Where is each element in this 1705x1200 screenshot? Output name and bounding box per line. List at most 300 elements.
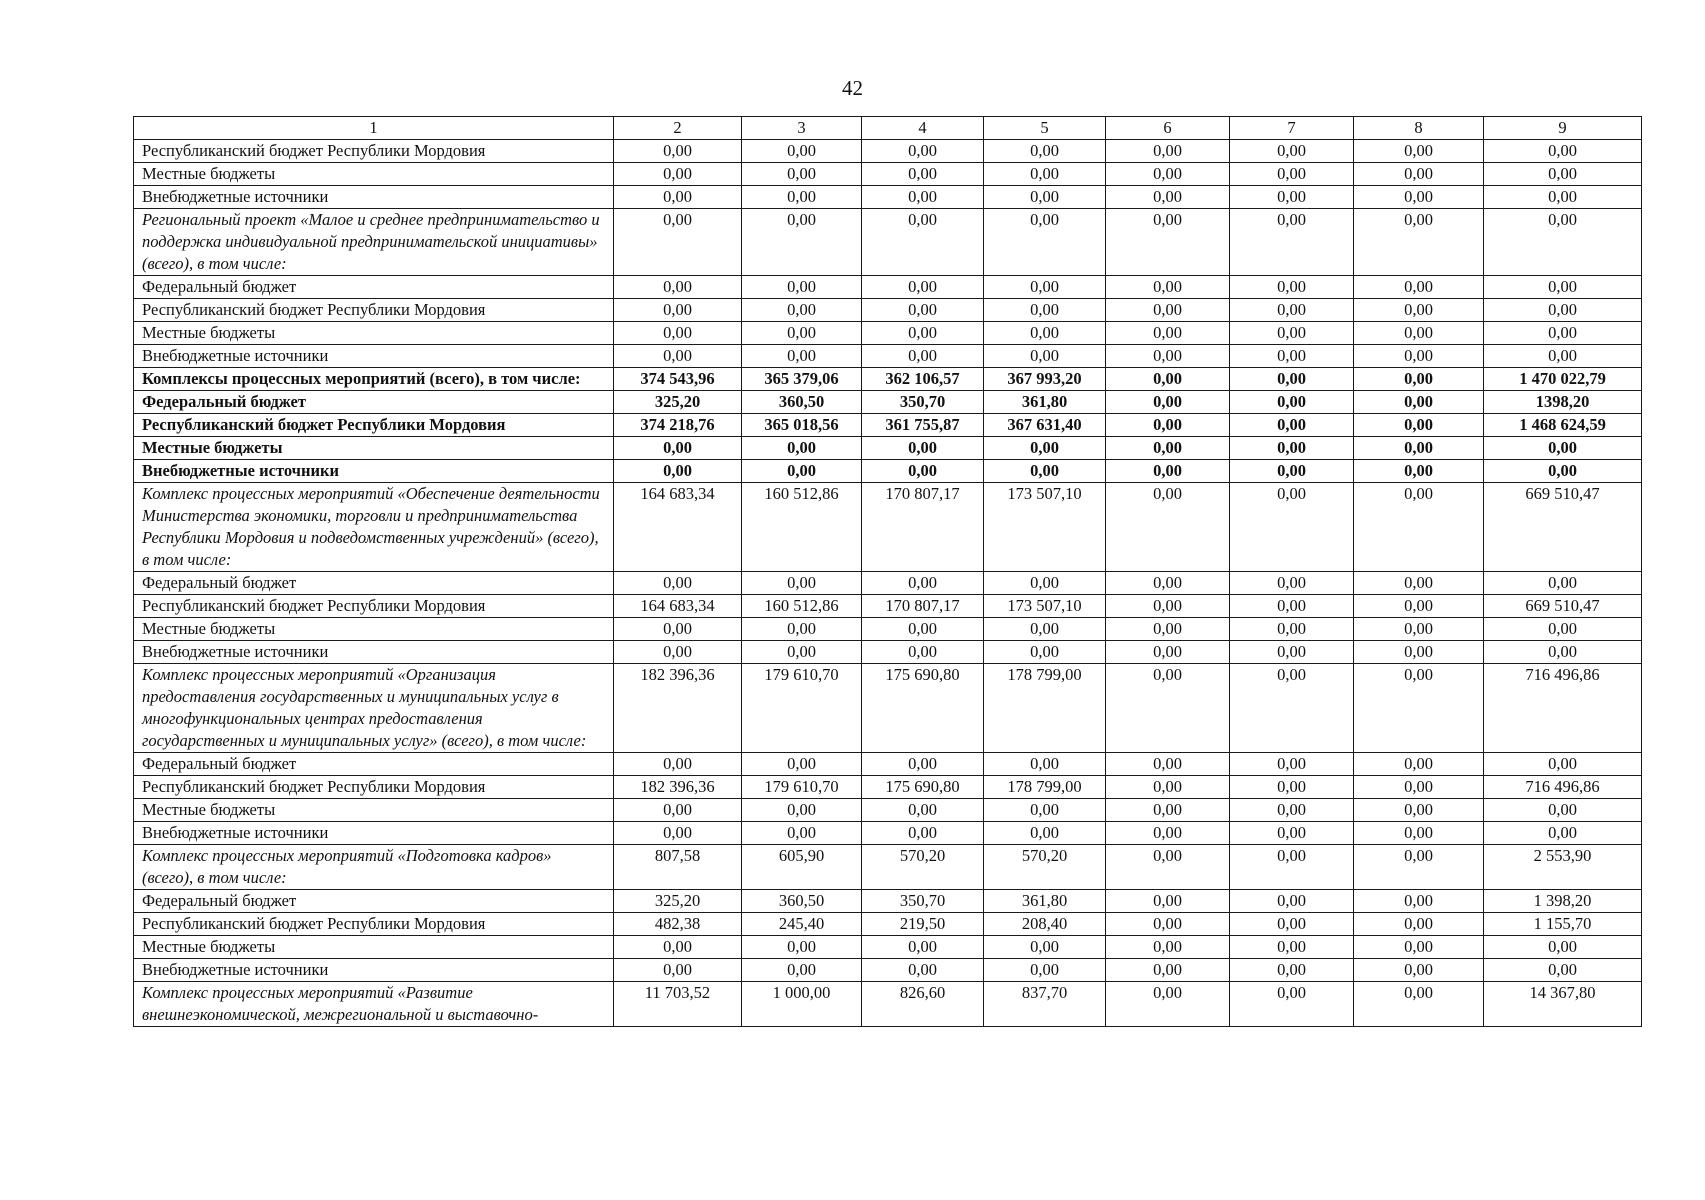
cell-value: 0,00 bbox=[1484, 572, 1642, 595]
row-label: Внебюджетные источники bbox=[134, 959, 614, 982]
table-row bbox=[134, 753, 1642, 776]
column-header: 3 bbox=[742, 117, 862, 140]
row-label: Региональный проект «Малое и среднее предпринимательство и поддержка индивидуальной предпринимательской инициативы» (всего), в том числе: bbox=[134, 209, 614, 276]
cell-value: 178 799,00 bbox=[984, 664, 1106, 753]
cell-value: 0,00 bbox=[1230, 322, 1354, 345]
row-label: Внебюджетные источники bbox=[134, 822, 614, 845]
cell-value: 0,00 bbox=[1230, 572, 1354, 595]
cell-value: 0,00 bbox=[742, 140, 862, 163]
cell-value: 2 553,90 bbox=[1484, 845, 1642, 890]
cell-value: 0,00 bbox=[1230, 437, 1354, 460]
table-row bbox=[134, 209, 1642, 276]
table-row bbox=[134, 641, 1642, 664]
row-label: Комплексы процессных мероприятий (всего), в том числе: bbox=[134, 368, 614, 391]
cell-value: 0,00 bbox=[1106, 936, 1230, 959]
cell-value: 0,00 bbox=[862, 322, 984, 345]
cell-value: 0,00 bbox=[1484, 460, 1642, 483]
cell-value: 182 396,36 bbox=[614, 664, 742, 753]
cell-value: 0,00 bbox=[984, 572, 1106, 595]
table-row bbox=[134, 959, 1642, 982]
cell-value: 0,00 bbox=[1106, 483, 1230, 572]
budget-table bbox=[133, 116, 1642, 1027]
row-label: Местные бюджеты bbox=[134, 163, 614, 186]
cell-value: 0,00 bbox=[1106, 186, 1230, 209]
table-row bbox=[134, 618, 1642, 641]
cell-value: 173 507,10 bbox=[984, 595, 1106, 618]
cell-value: 0,00 bbox=[1354, 186, 1484, 209]
column-header: 5 bbox=[984, 117, 1106, 140]
cell-value: 0,00 bbox=[1106, 572, 1230, 595]
cell-value: 0,00 bbox=[984, 641, 1106, 664]
cell-value: 716 496,86 bbox=[1484, 664, 1642, 753]
cell-value: 365 379,06 bbox=[742, 368, 862, 391]
cell-value: 0,00 bbox=[984, 322, 1106, 345]
cell-value: 170 807,17 bbox=[862, 483, 984, 572]
cell-value: 0,00 bbox=[1230, 618, 1354, 641]
cell-value: 0,00 bbox=[1354, 776, 1484, 799]
row-label: Комплекс процессных мероприятий «Обеспечение деятельности Министерства экономики, торговли и предпринимательства Республики Мордовия и подведомственных учреждений» (всего), в том числе: bbox=[134, 483, 614, 572]
cell-value: 669 510,47 bbox=[1484, 483, 1642, 572]
cell-value: 0,00 bbox=[1354, 391, 1484, 414]
cell-value: 361 755,87 bbox=[862, 414, 984, 437]
table-row bbox=[134, 845, 1642, 890]
cell-value: 0,00 bbox=[862, 299, 984, 322]
cell-value: 0,00 bbox=[1484, 822, 1642, 845]
cell-value: 350,70 bbox=[862, 391, 984, 414]
cell-value: 0,00 bbox=[984, 437, 1106, 460]
cell-value: 245,40 bbox=[742, 913, 862, 936]
cell-value: 0,00 bbox=[614, 959, 742, 982]
cell-value: 178 799,00 bbox=[984, 776, 1106, 799]
cell-value: 0,00 bbox=[742, 618, 862, 641]
cell-value: 0,00 bbox=[1354, 209, 1484, 276]
cell-value: 0,00 bbox=[1106, 163, 1230, 186]
cell-value: 0,00 bbox=[1230, 753, 1354, 776]
cell-value: 0,00 bbox=[1354, 822, 1484, 845]
row-label: Федеральный бюджет bbox=[134, 572, 614, 595]
cell-value: 0,00 bbox=[862, 936, 984, 959]
table-row bbox=[134, 163, 1642, 186]
cell-value: 0,00 bbox=[1354, 437, 1484, 460]
table-row bbox=[134, 368, 1642, 391]
cell-value: 173 507,10 bbox=[984, 483, 1106, 572]
row-label: Федеральный бюджет bbox=[134, 890, 614, 913]
table-row bbox=[134, 572, 1642, 595]
cell-value: 0,00 bbox=[742, 186, 862, 209]
cell-value: 0,00 bbox=[614, 140, 742, 163]
table-row bbox=[134, 322, 1642, 345]
row-label: Местные бюджеты bbox=[134, 618, 614, 641]
cell-value: 0,00 bbox=[1354, 753, 1484, 776]
table-row bbox=[134, 391, 1642, 414]
table-row bbox=[134, 595, 1642, 618]
cell-value: 0,00 bbox=[614, 299, 742, 322]
cell-value: 0,00 bbox=[742, 753, 862, 776]
cell-value: 0,00 bbox=[1106, 345, 1230, 368]
cell-value: 361,80 bbox=[984, 391, 1106, 414]
cell-value: 0,00 bbox=[1354, 845, 1484, 890]
cell-value: 219,50 bbox=[862, 913, 984, 936]
cell-value: 0,00 bbox=[614, 799, 742, 822]
cell-value: 0,00 bbox=[1484, 437, 1642, 460]
cell-value: 160 512,86 bbox=[742, 483, 862, 572]
cell-value: 0,00 bbox=[1354, 345, 1484, 368]
cell-value: 669 510,47 bbox=[1484, 595, 1642, 618]
row-label: Республиканский бюджет Республики Мордовия bbox=[134, 299, 614, 322]
cell-value: 0,00 bbox=[1106, 414, 1230, 437]
row-label: Республиканский бюджет Республики Мордовия bbox=[134, 913, 614, 936]
cell-value: 0,00 bbox=[984, 276, 1106, 299]
table-row bbox=[134, 936, 1642, 959]
row-label: Республиканский бюджет Республики Мордовия bbox=[134, 414, 614, 437]
cell-value: 0,00 bbox=[984, 460, 1106, 483]
cell-value: 0,00 bbox=[984, 140, 1106, 163]
cell-value: 0,00 bbox=[984, 163, 1106, 186]
cell-value: 160 512,86 bbox=[742, 595, 862, 618]
cell-value: 0,00 bbox=[1230, 163, 1354, 186]
cell-value: 0,00 bbox=[614, 209, 742, 276]
cell-value: 350,70 bbox=[862, 890, 984, 913]
cell-value: 0,00 bbox=[614, 572, 742, 595]
cell-value: 0,00 bbox=[614, 163, 742, 186]
cell-value: 482,38 bbox=[614, 913, 742, 936]
cell-value: 0,00 bbox=[862, 276, 984, 299]
cell-value: 0,00 bbox=[742, 163, 862, 186]
cell-value: 360,50 bbox=[742, 391, 862, 414]
cell-value: 0,00 bbox=[742, 322, 862, 345]
cell-value: 0,00 bbox=[1354, 799, 1484, 822]
cell-value: 0,00 bbox=[984, 936, 1106, 959]
cell-value: 0,00 bbox=[1106, 845, 1230, 890]
cell-value: 0,00 bbox=[1354, 483, 1484, 572]
cell-value: 0,00 bbox=[1106, 799, 1230, 822]
cell-value: 0,00 bbox=[1230, 936, 1354, 959]
cell-value: 0,00 bbox=[614, 322, 742, 345]
cell-value: 0,00 bbox=[742, 345, 862, 368]
cell-value: 0,00 bbox=[614, 345, 742, 368]
cell-value: 0,00 bbox=[1354, 276, 1484, 299]
cell-value: 0,00 bbox=[1106, 299, 1230, 322]
cell-value: 0,00 bbox=[984, 799, 1106, 822]
cell-value: 0,00 bbox=[1106, 460, 1230, 483]
table-row bbox=[134, 460, 1642, 483]
table-row bbox=[134, 299, 1642, 322]
cell-value: 0,00 bbox=[1230, 664, 1354, 753]
row-label: Федеральный бюджет bbox=[134, 753, 614, 776]
cell-value: 0,00 bbox=[742, 822, 862, 845]
cell-value: 325,20 bbox=[614, 890, 742, 913]
cell-value: 0,00 bbox=[742, 460, 862, 483]
row-label: Комплекс процессных мероприятий «Развитие внешнеэкономической, межрегиональной и выставочно- bbox=[134, 982, 614, 1027]
cell-value: 0,00 bbox=[1484, 140, 1642, 163]
cell-value: 0,00 bbox=[1230, 483, 1354, 572]
cell-value: 164 683,34 bbox=[614, 595, 742, 618]
cell-value: 0,00 bbox=[984, 186, 1106, 209]
cell-value: 0,00 bbox=[984, 618, 1106, 641]
cell-value: 1 470 022,79 bbox=[1484, 368, 1642, 391]
cell-value: 0,00 bbox=[984, 959, 1106, 982]
row-label: Республиканский бюджет Республики Мордовия bbox=[134, 776, 614, 799]
cell-value: 0,00 bbox=[1230, 414, 1354, 437]
cell-value: 0,00 bbox=[614, 460, 742, 483]
cell-value: 0,00 bbox=[614, 822, 742, 845]
cell-value: 1 000,00 bbox=[742, 982, 862, 1027]
cell-value: 0,00 bbox=[1230, 209, 1354, 276]
cell-value: 0,00 bbox=[1484, 641, 1642, 664]
cell-value: 175 690,80 bbox=[862, 664, 984, 753]
cell-value: 0,00 bbox=[1354, 299, 1484, 322]
cell-value: 0,00 bbox=[1230, 776, 1354, 799]
row-label: Республиканский бюджет Республики Мордовия bbox=[134, 140, 614, 163]
cell-value: 0,00 bbox=[1354, 641, 1484, 664]
cell-value: 0,00 bbox=[1230, 959, 1354, 982]
cell-value: 0,00 bbox=[1230, 460, 1354, 483]
cell-value: 0,00 bbox=[1230, 299, 1354, 322]
cell-value: 0,00 bbox=[742, 799, 862, 822]
cell-value: 0,00 bbox=[1106, 437, 1230, 460]
cell-value: 11 703,52 bbox=[614, 982, 742, 1027]
cell-value: 179 610,70 bbox=[742, 776, 862, 799]
cell-value: 362 106,57 bbox=[862, 368, 984, 391]
row-label: Местные бюджеты bbox=[134, 936, 614, 959]
cell-value: 0,00 bbox=[1484, 799, 1642, 822]
cell-value: 0,00 bbox=[1106, 664, 1230, 753]
table-row bbox=[134, 414, 1642, 437]
cell-value: 0,00 bbox=[1484, 959, 1642, 982]
cell-value: 0,00 bbox=[1484, 276, 1642, 299]
table-row bbox=[134, 276, 1642, 299]
cell-value: 0,00 bbox=[862, 437, 984, 460]
cell-value: 0,00 bbox=[862, 460, 984, 483]
cell-value: 0,00 bbox=[742, 437, 862, 460]
table-row bbox=[134, 140, 1642, 163]
cell-value: 0,00 bbox=[1354, 414, 1484, 437]
row-label: Внебюджетные источники bbox=[134, 345, 614, 368]
cell-value: 0,00 bbox=[1230, 982, 1354, 1027]
cell-value: 0,00 bbox=[862, 186, 984, 209]
cell-value: 0,00 bbox=[1354, 936, 1484, 959]
cell-value: 0,00 bbox=[1484, 345, 1642, 368]
cell-value: 807,58 bbox=[614, 845, 742, 890]
cell-value: 0,00 bbox=[1484, 209, 1642, 276]
cell-value: 0,00 bbox=[1230, 890, 1354, 913]
cell-value: 0,00 bbox=[862, 641, 984, 664]
row-label: Местные бюджеты bbox=[134, 437, 614, 460]
cell-value: 0,00 bbox=[1106, 982, 1230, 1027]
cell-value: 0,00 bbox=[1106, 618, 1230, 641]
cell-value: 0,00 bbox=[614, 641, 742, 664]
cell-value: 0,00 bbox=[1354, 618, 1484, 641]
cell-value: 0,00 bbox=[742, 572, 862, 595]
cell-value: 0,00 bbox=[614, 437, 742, 460]
cell-value: 0,00 bbox=[1230, 595, 1354, 618]
cell-value: 0,00 bbox=[984, 209, 1106, 276]
cell-value: 0,00 bbox=[1106, 890, 1230, 913]
cell-value: 0,00 bbox=[742, 299, 862, 322]
row-label: Местные бюджеты bbox=[134, 322, 614, 345]
table-row bbox=[134, 913, 1642, 936]
cell-value: 0,00 bbox=[1106, 913, 1230, 936]
cell-value: 0,00 bbox=[862, 959, 984, 982]
cell-value: 0,00 bbox=[1230, 822, 1354, 845]
cell-value: 0,00 bbox=[1106, 822, 1230, 845]
row-label: Комплекс процессных мероприятий «Организация предоставления государственных и муниципальных услуг в многофункциональных центрах предоставления государственных и муниципальных услуг» (всего), в том числе: bbox=[134, 664, 614, 753]
cell-value: 0,00 bbox=[614, 753, 742, 776]
cell-value: 208,40 bbox=[984, 913, 1106, 936]
row-label: Местные бюджеты bbox=[134, 799, 614, 822]
cell-value: 0,00 bbox=[1354, 890, 1484, 913]
cell-value: 179 610,70 bbox=[742, 664, 862, 753]
cell-value: 0,00 bbox=[1354, 163, 1484, 186]
cell-value: 175 690,80 bbox=[862, 776, 984, 799]
cell-value: 182 396,36 bbox=[614, 776, 742, 799]
cell-value: 164 683,34 bbox=[614, 483, 742, 572]
cell-value: 0,00 bbox=[1230, 913, 1354, 936]
table-row bbox=[134, 776, 1642, 799]
row-label: Федеральный бюджет bbox=[134, 391, 614, 414]
cell-value: 0,00 bbox=[1230, 186, 1354, 209]
header-row bbox=[134, 117, 1642, 140]
cell-value: 0,00 bbox=[1484, 618, 1642, 641]
cell-value: 0,00 bbox=[862, 140, 984, 163]
cell-value: 0,00 bbox=[614, 186, 742, 209]
row-label: Внебюджетные источники bbox=[134, 186, 614, 209]
cell-value: 0,00 bbox=[742, 936, 862, 959]
cell-value: 0,00 bbox=[742, 641, 862, 664]
cell-value: 0,00 bbox=[1230, 391, 1354, 414]
row-label: Республиканский бюджет Республики Мордовия bbox=[134, 595, 614, 618]
cell-value: 360,50 bbox=[742, 890, 862, 913]
row-label: Комплекс процессных мероприятий «Подготовка кадров» (всего), в том числе: bbox=[134, 845, 614, 890]
cell-value: 0,00 bbox=[1354, 913, 1484, 936]
cell-value: 570,20 bbox=[984, 845, 1106, 890]
row-label: Федеральный бюджет bbox=[134, 276, 614, 299]
cell-value: 0,00 bbox=[1230, 276, 1354, 299]
cell-value: 374 543,96 bbox=[614, 368, 742, 391]
table-row bbox=[134, 890, 1642, 913]
cell-value: 0,00 bbox=[862, 799, 984, 822]
cell-value: 365 018,56 bbox=[742, 414, 862, 437]
column-header: 4 bbox=[862, 117, 984, 140]
table-row bbox=[134, 483, 1642, 572]
cell-value: 0,00 bbox=[1354, 460, 1484, 483]
table-row bbox=[134, 437, 1642, 460]
cell-value: 0,00 bbox=[1484, 322, 1642, 345]
column-header: 8 bbox=[1354, 117, 1484, 140]
column-header: 6 bbox=[1106, 117, 1230, 140]
cell-value: 0,00 bbox=[1230, 368, 1354, 391]
table-row bbox=[134, 186, 1642, 209]
cell-value: 1398,20 bbox=[1484, 391, 1642, 414]
cell-value: 0,00 bbox=[1106, 959, 1230, 982]
cell-value: 0,00 bbox=[614, 276, 742, 299]
cell-value: 1 155,70 bbox=[1484, 913, 1642, 936]
cell-value: 367 993,20 bbox=[984, 368, 1106, 391]
cell-value: 0,00 bbox=[862, 345, 984, 368]
cell-value: 0,00 bbox=[1484, 186, 1642, 209]
cell-value: 0,00 bbox=[1106, 276, 1230, 299]
cell-value: 0,00 bbox=[1106, 641, 1230, 664]
cell-value: 0,00 bbox=[1106, 753, 1230, 776]
cell-value: 0,00 bbox=[862, 209, 984, 276]
cell-value: 1 468 624,59 bbox=[1484, 414, 1642, 437]
cell-value: 0,00 bbox=[1354, 595, 1484, 618]
column-header: 1 bbox=[134, 117, 614, 140]
row-label: Внебюджетные источники bbox=[134, 460, 614, 483]
cell-value: 0,00 bbox=[1106, 209, 1230, 276]
cell-value: 361,80 bbox=[984, 890, 1106, 913]
table-row bbox=[134, 982, 1642, 1027]
cell-value: 0,00 bbox=[862, 163, 984, 186]
cell-value: 0,00 bbox=[1354, 959, 1484, 982]
cell-value: 570,20 bbox=[862, 845, 984, 890]
table-row bbox=[134, 664, 1642, 753]
cell-value: 837,70 bbox=[984, 982, 1106, 1027]
cell-value: 0,00 bbox=[742, 959, 862, 982]
cell-value: 0,00 bbox=[1230, 641, 1354, 664]
cell-value: 0,00 bbox=[1354, 664, 1484, 753]
cell-value: 605,90 bbox=[742, 845, 862, 890]
cell-value: 14 367,80 bbox=[1484, 982, 1642, 1027]
cell-value: 0,00 bbox=[1106, 595, 1230, 618]
cell-value: 0,00 bbox=[1230, 140, 1354, 163]
cell-value: 0,00 bbox=[1106, 140, 1230, 163]
cell-value: 0,00 bbox=[1354, 572, 1484, 595]
cell-value: 0,00 bbox=[1484, 163, 1642, 186]
cell-value: 0,00 bbox=[614, 936, 742, 959]
cell-value: 0,00 bbox=[862, 618, 984, 641]
table-row bbox=[134, 345, 1642, 368]
cell-value: 716 496,86 bbox=[1484, 776, 1642, 799]
cell-value: 0,00 bbox=[862, 753, 984, 776]
table-row bbox=[134, 822, 1642, 845]
cell-value: 367 631,40 bbox=[984, 414, 1106, 437]
column-header: 2 bbox=[614, 117, 742, 140]
column-header: 9 bbox=[1484, 117, 1642, 140]
cell-value: 0,00 bbox=[1230, 845, 1354, 890]
cell-value: 170 807,17 bbox=[862, 595, 984, 618]
cell-value: 0,00 bbox=[1106, 368, 1230, 391]
table-row bbox=[134, 799, 1642, 822]
cell-value: 0,00 bbox=[862, 572, 984, 595]
cell-value: 0,00 bbox=[1106, 776, 1230, 799]
cell-value: 0,00 bbox=[1230, 345, 1354, 368]
cell-value: 0,00 bbox=[1354, 982, 1484, 1027]
cell-value: 325,20 bbox=[614, 391, 742, 414]
cell-value: 0,00 bbox=[742, 209, 862, 276]
cell-value: 0,00 bbox=[1354, 140, 1484, 163]
cell-value: 1 398,20 bbox=[1484, 890, 1642, 913]
cell-value: 0,00 bbox=[1106, 391, 1230, 414]
cell-value: 0,00 bbox=[984, 753, 1106, 776]
cell-value: 0,00 bbox=[984, 822, 1106, 845]
row-label: Внебюджетные источники bbox=[134, 641, 614, 664]
cell-value: 0,00 bbox=[614, 618, 742, 641]
cell-value: 0,00 bbox=[1484, 753, 1642, 776]
cell-value: 0,00 bbox=[862, 822, 984, 845]
cell-value: 374 218,76 bbox=[614, 414, 742, 437]
cell-value: 0,00 bbox=[984, 345, 1106, 368]
cell-value: 826,60 bbox=[862, 982, 984, 1027]
cell-value: 0,00 bbox=[984, 299, 1106, 322]
page-number: 42 bbox=[842, 76, 863, 100]
cell-value: 0,00 bbox=[1106, 322, 1230, 345]
cell-value: 0,00 bbox=[1484, 936, 1642, 959]
cell-value: 0,00 bbox=[1484, 299, 1642, 322]
cell-value: 0,00 bbox=[1230, 799, 1354, 822]
column-header: 7 bbox=[1230, 117, 1354, 140]
table-body bbox=[134, 140, 1642, 1027]
